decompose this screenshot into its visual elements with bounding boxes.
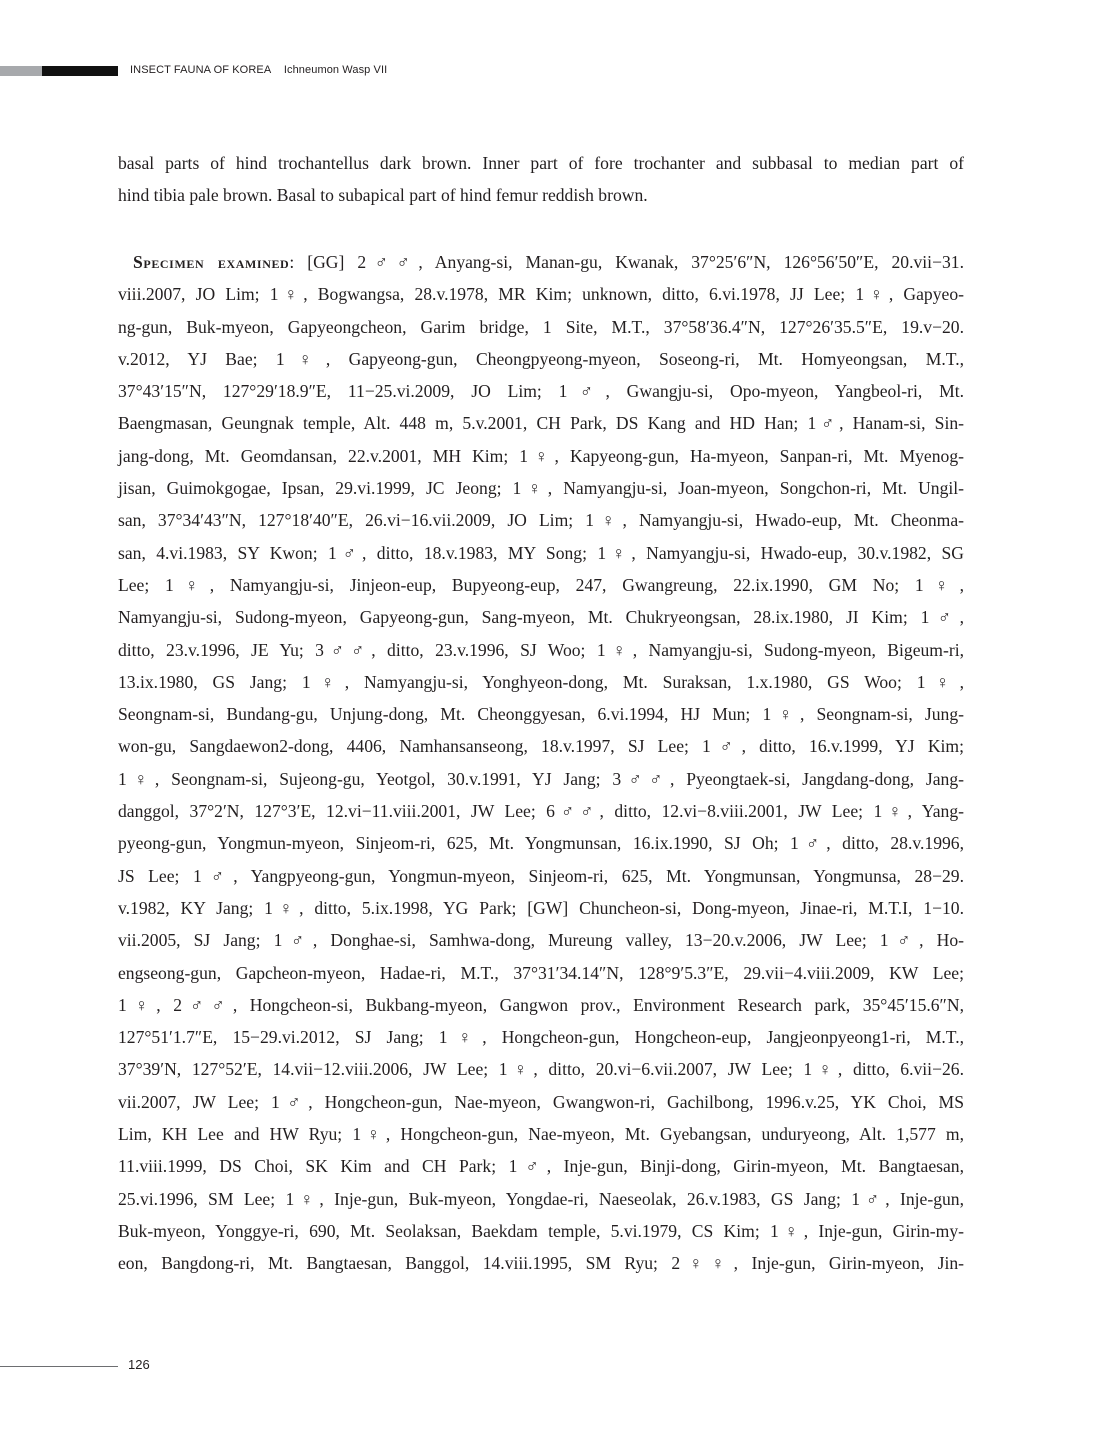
text-line: danggol, 37°2′N, 127°3′E, 12.vi−11.viii.2001, JW Lee; 6♂♂, ditto, 12.vi−8.viii.2001, JW Lee; 1♀, Yang- (118, 801, 964, 822)
footer-rule (0, 1366, 118, 1367)
text-line: vii.2005, SJ Jang; 1♂, Donghae-si, Samhwa-dong, Mureung valley, 13−20.v.2006, JW Lee; 1♂, Ho- (118, 930, 964, 951)
volume-title: Ichneumon Wasp VII (283, 64, 388, 76)
paragraph-description (118, 147, 964, 212)
text-line: basal parts of hind trochantellus dark brown. Inner part of fore trochanter and subbasal to median part of (118, 153, 964, 173)
text-line: jang-dong, Mt. Geomdansan, 22.v.2001, MH Kim; 1♀, Kapyeong-gun, Ha-myeon, Sanpan-ri, Mt. Myenog- (118, 445, 964, 466)
text-line: Baengmasan, Geungnak temple, Alt. 448 m, 5.v.2001, CH Park, DS Kang and HD Han; 1♂, Hanam-si, Sin- (118, 413, 964, 434)
text-line: 127°51′1.7″E, 15−29.vi.2012, SJ Jang; 1♀, Hongcheon-gun, Hongcheon-eup, Jangjeonpyeong1-ri, M.T., (118, 1027, 964, 1048)
text-line: 37°43′15″N, 127°29′18.9″E, 11−25.vi.2009, JO Lim; 1♂, Gwangju-si, Opo-myeon, Yangbeol-ri, Mt. (118, 381, 964, 402)
text-line: 13.ix.1980, GS Jang; 1♀, Namyangju-si, Yonghyeon-dong, Mt. Suraksan, 1.x.1980, GS Woo; 1♀, (118, 671, 964, 692)
text-line: 1♀, Seongnam-si, Sujeong-gu, Yeotgol, 30.v.1991, YJ Jang; 3♂♂, Pyeongtaek-si, Jangdang-dong, Jang- (118, 768, 964, 789)
text-line: Namyangju-si, Sudong-myeon, Gapyeong-gun, Sang-myeon, Mt. Chukryeongsan, 28.ix.1980, JI Kim; 1♂, (118, 607, 964, 628)
text-line: Lim, KH Lee and HW Ryu; 1♀, Hongcheon-gun, Nae-myeon, Mt. Gyebangsan, unduryeong, Alt. 1,577 m, (118, 1124, 964, 1145)
paragraph-specimens (118, 246, 964, 1280)
text-line: ng-gun, Buk-myeon, Gapyeongcheon, Garim bridge, 1 Site, M.T., 37°58′36.4″N, 127°26′35.5″E, 19.v−20. (118, 316, 964, 337)
text-line: 37°39′N, 127°52′E, 14.vii−12.viii.2006, JW Lee; 1♀, ditto, 20.vi−6.vii.2007, JW Lee; 1♀, ditto, 6.vii−26. (118, 1059, 964, 1080)
page-number: 126 (128, 1357, 150, 1372)
text-line: won-gu, Sangdaewon2-dong, 4406, Namhansanseong, 18.v.1997, SJ Lee; 1♂, ditto, 16.v.1999, YJ Kim; (118, 736, 964, 757)
text-line: engseong-gun, Gapcheon-myeon, Hadae-ri, M.T., 37°31′34.14″N, 128°9′5.3″E, 29.vii−4.viii.2009, KW Lee; (118, 962, 964, 983)
running-head (130, 64, 387, 76)
text-line: Seongnam-si, Bundang-gu, Unjung-dong, Mt. Cheonggyesan, 6.vi.1994, HJ Mun; 1♀, Seongnam-si, Jung- (118, 704, 964, 725)
text-line: pyeong-gun, Yongmun-myeon, Sinjeom-ri, 625, Mt. Yongmunsan, 16.ix.1990, SJ Oh; 1♂, ditto, 28.v.1996, (118, 833, 964, 854)
text-line: san, 37°34′43″N, 127°18′40″E, 26.vi−16.vii.2009, JO Lim; 1♀, Namyangju-si, Hwado-eup, Mt. Cheonma- (118, 510, 964, 531)
text-line: san, 4.vi.1983, SY Kwon; 1♂, ditto, 18.v.1983, MY Song; 1♀, Namyangju-si, Hwado-eup, 30.v.1982, SG (118, 542, 964, 563)
series-title: INSECT FAUNA OF KOREA (130, 64, 271, 76)
text-line: 11.viii.1999, DS Choi, SK Kim and CH Park; 1♂, Inje-gun, Binji-dong, Girin-myeon, Mt. Bangtaesan, (118, 1156, 964, 1177)
text-line: v.2012, YJ Bae; 1♀, Gapyeong-gun, Cheongpyeong-myeon, Soseong-ri, Mt. Homyeongsan, M.T., (118, 348, 964, 369)
text-line: Lee; 1♀, Namyangju-si, Jinjeon-eup, Bupyeong-eup, 247, Gwangreung, 22.ix.1990, GM No; 1♀, (118, 574, 964, 595)
text-line: 25.vi.1996, SM Lee; 1♀, Inje-gun, Buk-myeon, Yongdae-ri, Naeseolak, 26.v.1983, GS Jang; 1♂, Inje-gun, (118, 1188, 964, 1209)
text-line: 1♀, 2♂♂, Hongcheon-si, Bukbang-myeon, Gangwon prov., Environment Research park, 35°45′15.6″N, (118, 994, 964, 1015)
text-line: jisan, Guimokgogae, Ipsan, 29.vi.1999, JC Jeong; 1♀, Namyangju-si, Joan-myeon, Songchon-ri, Mt. Ungil- (118, 478, 964, 499)
specimen-first-line-text: : [GG] 2♂♂, Anyang-si, Manan-gu, Kwanak, 37°25′6″N, 126°56′50″E, 20.vii−31. (289, 252, 964, 272)
text-line: v.1982, KY Jang; 1♀, ditto, 5.ix.1998, YG Park; [GW] Chuncheon-si, Dong-myeon, Jinae-ri, M.T.I, 1−10. (118, 897, 964, 918)
header-bar-grey (0, 66, 42, 76)
header-bar-black (42, 66, 118, 76)
text-line: vii.2007, JW Lee; 1♂, Hongcheon-gun, Nae-myeon, Gwangwon-ri, Gachilbong, 1996.v.25, YK Choi, MS (118, 1091, 964, 1112)
text-line: hind tibia pale brown. Basal to subapical part of hind femur reddish brown. (118, 185, 648, 206)
text-line: JS Lee; 1♂, Yangpyeong-gun, Yongmun-myeon, Sinjeom-ri, 625, Mt. Yongmunsan, Yongmunsa, 28−29. (118, 865, 964, 886)
text-line: Buk-myeon, Yonggye-ri, 690, Mt. Seolaksan, Baekdam temple, 5.vi.1979, CS Kim; 1♀, Inje-gun, Girin-my- (118, 1220, 964, 1241)
text-line: viii.2007, JO Lim; 1♀, Bogwangsa, 28.v.1978, MR Kim; unknown, ditto, 6.vi.1978, JJ Lee; 1♀, Gapyeo- (118, 284, 964, 305)
text-line: ditto, 23.v.1996, JE Yu; 3♂♂, ditto, 23.v.1996, SJ Woo; 1♀, Namyangju-si, Sudong-myeon, Bigeum-ri, (118, 639, 964, 660)
specimen-first-line (118, 246, 964, 278)
specimen-heading: Specimen examined (133, 252, 290, 272)
text-line: eon, Bangdong-ri, Mt. Bangtaesan, Banggol, 14.viii.1995, SM Ryu; 2♀♀, Inje-gun, Girin-myeon, Jin- (118, 1253, 964, 1274)
